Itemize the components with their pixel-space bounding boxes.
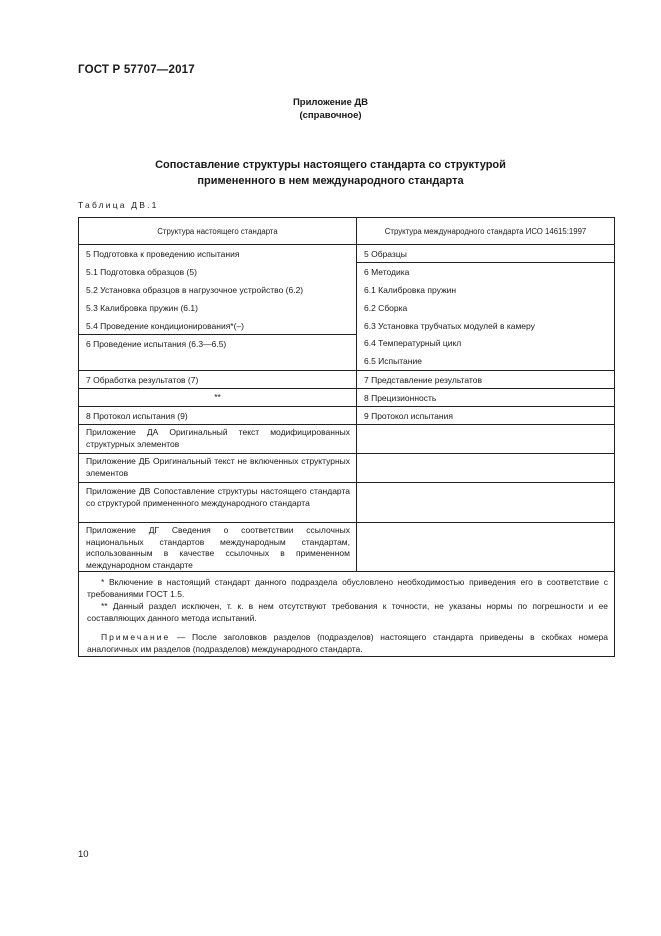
right-section-6-3: 6.3 Установка трубчатых модулей в камеру [364, 321, 535, 331]
row-divider [79, 522, 614, 523]
row-divider [79, 406, 614, 407]
left-appendix-da: Приложение ДА Оригинальный текст модифицированных структурных элементов [86, 427, 350, 449]
row-divider-right [357, 262, 614, 263]
left-section-5-3: 5.3 Калибровка пружин (6.1) [86, 303, 198, 313]
row-divider [79, 453, 614, 454]
note-text: — После заголовков разделов (подразделов) настоящего стандарта приведены в скобках номера аналогичных им разделов (подразделов) международного стандарта. [87, 632, 608, 654]
footnote-divider [79, 571, 614, 572]
right-section-8: 8 Прецизионность [364, 393, 437, 403]
col-header-international: Структура международного стандарта ИСО 14615:1997 [384, 227, 587, 236]
appendix-title: Приложение ДВ [292, 97, 369, 108]
column-divider [356, 218, 357, 571]
right-section-6: 6 Методика [364, 267, 410, 277]
right-section-6-2: 6.2 Сборка [364, 303, 408, 313]
standard-id: ГОСТ Р 57707—2017 [78, 64, 195, 76]
left-appendix-dv: Приложение ДВ Сопоставление структуры настоящего стандарта со структурой примененного международного стандарта [86, 486, 350, 508]
left-section-5-2: 5.2 Установка образцов в нагрузочное устройство (6.2) [86, 285, 304, 295]
left-section-7: 7 Обработка результатов (7) [86, 375, 199, 385]
right-section-6-1: 6.1 Калибровка пружин [364, 285, 457, 295]
col-header-national: Структура настоящего стандарта [157, 227, 278, 236]
doc-title-line1: Сопоставление структуры настоящего стандарта со структурой [155, 159, 506, 171]
left-section-8: 8 Протокол испытания (9) [86, 411, 188, 421]
row-divider [79, 370, 614, 371]
left-section-5-4: 5.4 Проведение кондиционирования*(–) [86, 321, 244, 331]
left-appendix-db: Приложение ДБ Оригинальный текст не включенных структурных элементов [86, 456, 350, 478]
row-divider [79, 424, 614, 425]
right-section-6-5: 6.5 Испытание [364, 356, 422, 366]
note-label: Примечание [101, 632, 171, 642]
left-section-none: ** [214, 392, 221, 402]
header-divider [79, 244, 614, 245]
appendix-subtitle: (справочное) [299, 110, 362, 121]
left-appendix-dg: Приложение ДГ Сведения о соответствии ссылочных национальных стандартов международным стандартам, использованным в качестве ссылочных в примененном международном стандарте [86, 525, 350, 570]
row-divider-left [79, 334, 356, 335]
right-section-7: 7 Представление результатов [364, 375, 482, 385]
page-number: 10 [78, 849, 89, 860]
right-section-6-4: 6.4 Температурный цикл [364, 338, 462, 348]
right-section-9: 9 Протокол испытания [364, 411, 453, 421]
table-note [87, 631, 608, 655]
left-section-6: 6 Проведение испытания (6.3—6.5) [86, 339, 227, 349]
row-divider [79, 482, 614, 483]
left-section-5-1: 5.1 Подготовка образцов (5) [86, 267, 197, 277]
left-section-5: 5 Подготовка к проведению испытания [86, 249, 240, 259]
table-label: Таблица ДВ.1 [78, 200, 159, 210]
row-divider [79, 388, 614, 389]
footnote-2: ** Данный раздел исключен, т. к. в нем отсутствуют требования к точности, не указаны нормы по погрешности и ее составляющих данного метода испытаний. [87, 601, 608, 623]
footnote-1: * Включение в настоящий стандарт данного подраздела обусловлено необходимостью приведения его в соответствие с требованиями ГОСТ 1.5. [87, 577, 608, 599]
doc-title-line2: примененного в нем международного стандарта [197, 175, 464, 187]
right-section-5: 5 Образцы [364, 249, 407, 259]
comparison-table [78, 217, 615, 657]
